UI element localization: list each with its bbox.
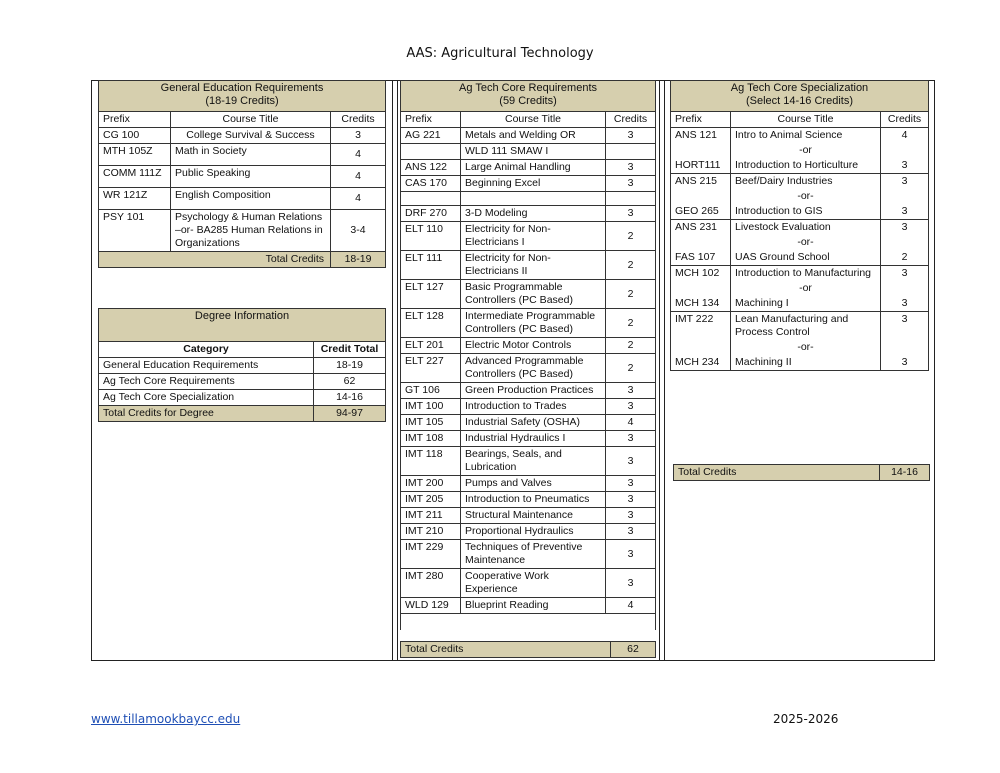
- course-row: [401, 338, 656, 354]
- course-prefix: IMT 118: [401, 447, 461, 476]
- course-prefix: WR 121Z: [99, 188, 171, 210]
- column-divider: [664, 80, 665, 661]
- course-prefix: DRF 270: [401, 206, 461, 222]
- column-header: Course Title: [731, 112, 881, 128]
- empty-cell: [881, 189, 929, 204]
- spec-total-row: [674, 465, 930, 481]
- option-credits: 3: [881, 355, 929, 371]
- category-credits: 62: [314, 374, 386, 390]
- option-credits: 3: [881, 312, 929, 341]
- option-credits: 3: [881, 158, 929, 174]
- column-header: Prefix: [99, 112, 171, 128]
- course-prefix: ELT 128: [401, 309, 461, 338]
- category-credits: 18-19: [314, 358, 386, 374]
- total-label: Total Credits for Degree: [99, 406, 314, 422]
- course-credits: 3: [606, 447, 656, 476]
- column-header: Category: [99, 342, 314, 358]
- or-separator: -or: [731, 281, 881, 296]
- course-title: Industrial Safety (OSHA): [461, 415, 606, 431]
- column-header: Credit Total: [314, 342, 386, 358]
- total-value: 94-97: [314, 406, 386, 422]
- course-prefix: ELT 201: [401, 338, 461, 354]
- course-title: Industrial Hydraulics I: [461, 431, 606, 447]
- spec-row: [671, 189, 929, 204]
- gen-ed-subtitle: (18-19 Credits): [205, 95, 279, 107]
- degree-row: [99, 374, 386, 390]
- column-header: Prefix: [671, 112, 731, 128]
- column-header: Credits: [331, 112, 386, 128]
- course-credits: 2: [606, 222, 656, 251]
- option-title: Introduction to GIS: [731, 204, 881, 220]
- course-title: [461, 192, 606, 206]
- spec-row: [671, 266, 929, 282]
- course-row: [401, 206, 656, 222]
- course-title: Blueprint Reading: [461, 598, 606, 614]
- option-prefix: GEO 265: [671, 204, 731, 220]
- degree-information-table: [98, 308, 386, 422]
- course-prefix: IMT 200: [401, 476, 461, 492]
- course-row: [401, 176, 656, 192]
- core-subtitle: (59 Credits): [499, 95, 557, 107]
- total-label: Total Credits: [674, 465, 880, 481]
- core-total-row: [401, 642, 656, 658]
- course-row: [401, 492, 656, 508]
- course-title: Green Production Practices: [461, 383, 606, 399]
- course-title: Metals and Welding OR: [461, 128, 606, 144]
- option-title: Lean Manufacturing and Process Control: [731, 312, 881, 341]
- course-prefix: ELT 111: [401, 251, 461, 280]
- course-row: [401, 415, 656, 431]
- course-row: [99, 188, 386, 210]
- gen-ed-title: General Education Requirements: [160, 82, 324, 94]
- course-title: Electricity for Non-Electricians I: [461, 222, 606, 251]
- course-prefix: ANS 122: [401, 160, 461, 176]
- course-title: Structural Maintenance: [461, 508, 606, 524]
- spec-row: [671, 204, 929, 220]
- course-credits: 2: [606, 251, 656, 280]
- course-credits: 4: [606, 415, 656, 431]
- course-row: [401, 399, 656, 415]
- course-title: Proportional Hydraulics: [461, 524, 606, 540]
- course-row: [401, 128, 656, 144]
- empty-cell: [881, 281, 929, 296]
- course-credits: 2: [606, 309, 656, 338]
- course-credits: 4: [331, 188, 386, 210]
- course-row: [401, 280, 656, 309]
- course-prefix: MTH 105Z: [99, 144, 171, 166]
- course-prefix: AG 221: [401, 128, 461, 144]
- course-title: Advanced Programmable Controllers (PC Based): [461, 354, 606, 383]
- or-separator: -or-: [731, 189, 881, 204]
- course-row: [401, 309, 656, 338]
- category-name: General Education Requirements: [99, 358, 314, 374]
- or-separator: -or: [731, 143, 881, 158]
- course-credits: 3: [606, 508, 656, 524]
- or-separator: -or-: [731, 235, 881, 250]
- course-title: Electric Motor Controls: [461, 338, 606, 354]
- course-prefix: [401, 192, 461, 206]
- course-prefix: WLD 129: [401, 598, 461, 614]
- course-title: Beginning Excel: [461, 176, 606, 192]
- course-credits: 3: [606, 176, 656, 192]
- option-credits: 3: [881, 174, 929, 190]
- course-prefix: ELT 110: [401, 222, 461, 251]
- course-title: Large Animal Handling: [461, 160, 606, 176]
- course-title: Psychology & Human Relations –or- BA285 Human Relations in Organizations: [171, 210, 331, 252]
- course-row: [401, 447, 656, 476]
- course-prefix: IMT 210: [401, 524, 461, 540]
- spec-row: [671, 281, 929, 296]
- course-credits: 3: [606, 524, 656, 540]
- course-prefix: [401, 144, 461, 160]
- empty-cell: [671, 281, 731, 296]
- option-title: Introduction to Manufacturing: [731, 266, 881, 282]
- option-credits: 3: [881, 204, 929, 220]
- course-row: [401, 476, 656, 492]
- course-credits: 4: [331, 144, 386, 166]
- core-title: Ag Tech Core Requirements: [459, 82, 597, 94]
- gen-ed-header: [99, 81, 386, 112]
- course-prefix: IMT 100: [401, 399, 461, 415]
- course-title: Techniques of Preventive Maintenance: [461, 540, 606, 569]
- option-prefix: IMT 222: [671, 312, 731, 341]
- column-header: Course Title: [461, 112, 606, 128]
- spec-row: [671, 235, 929, 250]
- column-header: Course Title: [171, 112, 331, 128]
- spec-row: [671, 250, 929, 266]
- or-separator: -or-: [731, 340, 881, 355]
- college-website-link[interactable]: www.tillamookbaycc.edu: [91, 712, 241, 726]
- option-prefix: ANS 121: [671, 128, 731, 144]
- option-title: Introduction to Horticulture: [731, 158, 881, 174]
- course-row: [99, 210, 386, 252]
- course-row: [401, 222, 656, 251]
- spec-row: [671, 143, 929, 158]
- course-title: English Composition: [171, 188, 331, 210]
- general-education-table: [98, 80, 386, 268]
- course-credits: 3: [606, 160, 656, 176]
- course-title: Public Speaking: [171, 166, 331, 188]
- degree-info-title: Degree Information: [99, 309, 386, 342]
- course-row: [401, 160, 656, 176]
- course-credits: 3: [606, 128, 656, 144]
- academic-year: 2025-2026: [773, 712, 839, 726]
- option-credits: 4: [881, 128, 929, 144]
- course-prefix: IMT 105: [401, 415, 461, 431]
- course-credits: 3: [606, 399, 656, 415]
- option-title: Beef/Dairy Industries: [731, 174, 881, 190]
- spec-total-table: [673, 464, 930, 481]
- option-title: Livestock Evaluation: [731, 220, 881, 236]
- option-title: UAS Ground School: [731, 250, 881, 266]
- spacer-row: [401, 614, 656, 631]
- course-prefix: PSY 101: [99, 210, 171, 252]
- course-title: Pumps and Valves: [461, 476, 606, 492]
- course-row: [99, 128, 386, 144]
- course-credits: 4: [606, 598, 656, 614]
- core-column-headers: [401, 112, 656, 128]
- course-title: Introduction to Trades: [461, 399, 606, 415]
- empty-cell: [881, 340, 929, 355]
- degree-row: [99, 358, 386, 374]
- empty-cell: [671, 189, 731, 204]
- course-row: [99, 144, 386, 166]
- page-title: AAS: Agricultural Technology: [406, 46, 594, 61]
- degree-row: [99, 390, 386, 406]
- spec-row: [671, 174, 929, 190]
- course-row: [401, 508, 656, 524]
- course-credits: 2: [606, 354, 656, 383]
- total-value: 62: [611, 642, 656, 658]
- option-credits: 3: [881, 296, 929, 312]
- empty-cell: [881, 143, 929, 158]
- course-row: [401, 524, 656, 540]
- course-credits: 3: [606, 383, 656, 399]
- course-prefix: IMT 108: [401, 431, 461, 447]
- core-header: [401, 81, 656, 112]
- option-prefix: FAS 107: [671, 250, 731, 266]
- spec-row: [671, 340, 929, 355]
- course-credits: 3: [606, 492, 656, 508]
- course-row: [401, 192, 656, 206]
- course-title: Cooperative Work Experience: [461, 569, 606, 598]
- column-header: Prefix: [401, 112, 461, 128]
- course-prefix: IMT 280: [401, 569, 461, 598]
- option-prefix: MCH 234: [671, 355, 731, 371]
- course-title: Basic Programmable Controllers (PC Based): [461, 280, 606, 309]
- core-requirements-table: [400, 80, 656, 630]
- column-header: Credits: [606, 112, 656, 128]
- option-title: Intro to Animal Science: [731, 128, 881, 144]
- option-prefix: ANS 231: [671, 220, 731, 236]
- course-credits: 2: [606, 338, 656, 354]
- spec-row: [671, 220, 929, 236]
- spec-column-headers: [671, 112, 929, 128]
- option-prefix: HORT111: [671, 158, 731, 174]
- spec-row: [671, 355, 929, 371]
- course-prefix: CG 100: [99, 128, 171, 144]
- spec-row: [671, 158, 929, 174]
- course-prefix: IMT 211: [401, 508, 461, 524]
- option-prefix: ANS 215: [671, 174, 731, 190]
- course-row: [401, 431, 656, 447]
- course-credits: 3: [331, 128, 386, 144]
- column-divider: [659, 80, 660, 661]
- column-divider: [397, 80, 398, 661]
- course-prefix: ELT 227: [401, 354, 461, 383]
- course-prefix: IMT 205: [401, 492, 461, 508]
- gen-ed-total-row: [99, 252, 386, 268]
- course-prefix: ELT 127: [401, 280, 461, 309]
- category-name: Ag Tech Core Requirements: [99, 374, 314, 390]
- course-title: 3-D Modeling: [461, 206, 606, 222]
- spec-subtitle: (Select 14-16 Credits): [746, 95, 853, 107]
- empty-cell: [671, 235, 731, 250]
- course-row: [401, 540, 656, 569]
- option-credits: 2: [881, 250, 929, 266]
- course-title: Bearings, Seals, and Lubrication: [461, 447, 606, 476]
- specialization-table: [670, 80, 929, 371]
- total-value: 14-16: [880, 465, 930, 481]
- course-prefix: GT 106: [401, 383, 461, 399]
- course-prefix: IMT 229: [401, 540, 461, 569]
- course-row: [401, 144, 656, 160]
- option-title: Machining II: [731, 355, 881, 371]
- course-credits: 3: [606, 476, 656, 492]
- option-prefix: MCH 134: [671, 296, 731, 312]
- spec-row: [671, 128, 929, 144]
- core-total-table: [400, 641, 656, 658]
- course-title: Intermediate Programmable Controllers (PC Based): [461, 309, 606, 338]
- course-credits: [606, 144, 656, 160]
- course-credits: [606, 192, 656, 206]
- course-credits: 3-4: [331, 210, 386, 252]
- option-title: Machining I: [731, 296, 881, 312]
- course-row: [401, 354, 656, 383]
- empty-cell: [881, 235, 929, 250]
- course-row: [401, 598, 656, 614]
- course-credits: 4: [331, 166, 386, 188]
- course-credits: 3: [606, 431, 656, 447]
- gen-ed-column-headers: [99, 112, 386, 128]
- course-row: [99, 166, 386, 188]
- empty-cell: [671, 340, 731, 355]
- spec-header: [671, 81, 929, 112]
- category-credits: 14-16: [314, 390, 386, 406]
- course-prefix: CAS 170: [401, 176, 461, 192]
- spec-row: [671, 296, 929, 312]
- course-row: [401, 251, 656, 280]
- column-header: Credits: [881, 112, 929, 128]
- course-row: [401, 383, 656, 399]
- total-label: Total Credits: [401, 642, 611, 658]
- degree-info-total-row: [99, 406, 386, 422]
- course-title: WLD 111 SMAW I: [461, 144, 606, 160]
- course-title: Math in Society: [171, 144, 331, 166]
- course-credits: 3: [606, 206, 656, 222]
- total-value: 18-19: [331, 252, 386, 268]
- degree-info-column-headers: [99, 342, 386, 358]
- spec-title: Ag Tech Core Specialization: [730, 82, 869, 94]
- option-credits: 3: [881, 220, 929, 236]
- option-prefix: MCH 102: [671, 266, 731, 282]
- option-credits: 3: [881, 266, 929, 282]
- spec-row: [671, 312, 929, 341]
- course-credits: 2: [606, 280, 656, 309]
- empty-cell: [671, 143, 731, 158]
- category-name: Ag Tech Core Specialization: [99, 390, 314, 406]
- course-credits: 3: [606, 540, 656, 569]
- column-divider: [392, 80, 393, 661]
- course-title: Introduction to Pneumatics: [461, 492, 606, 508]
- total-label: Total Credits: [99, 252, 331, 268]
- course-title: College Survival & Success: [171, 128, 331, 144]
- course-credits: 3: [606, 569, 656, 598]
- course-prefix: COMM 111Z: [99, 166, 171, 188]
- course-row: [401, 569, 656, 598]
- course-title: Electricity for Non-Electricians II: [461, 251, 606, 280]
